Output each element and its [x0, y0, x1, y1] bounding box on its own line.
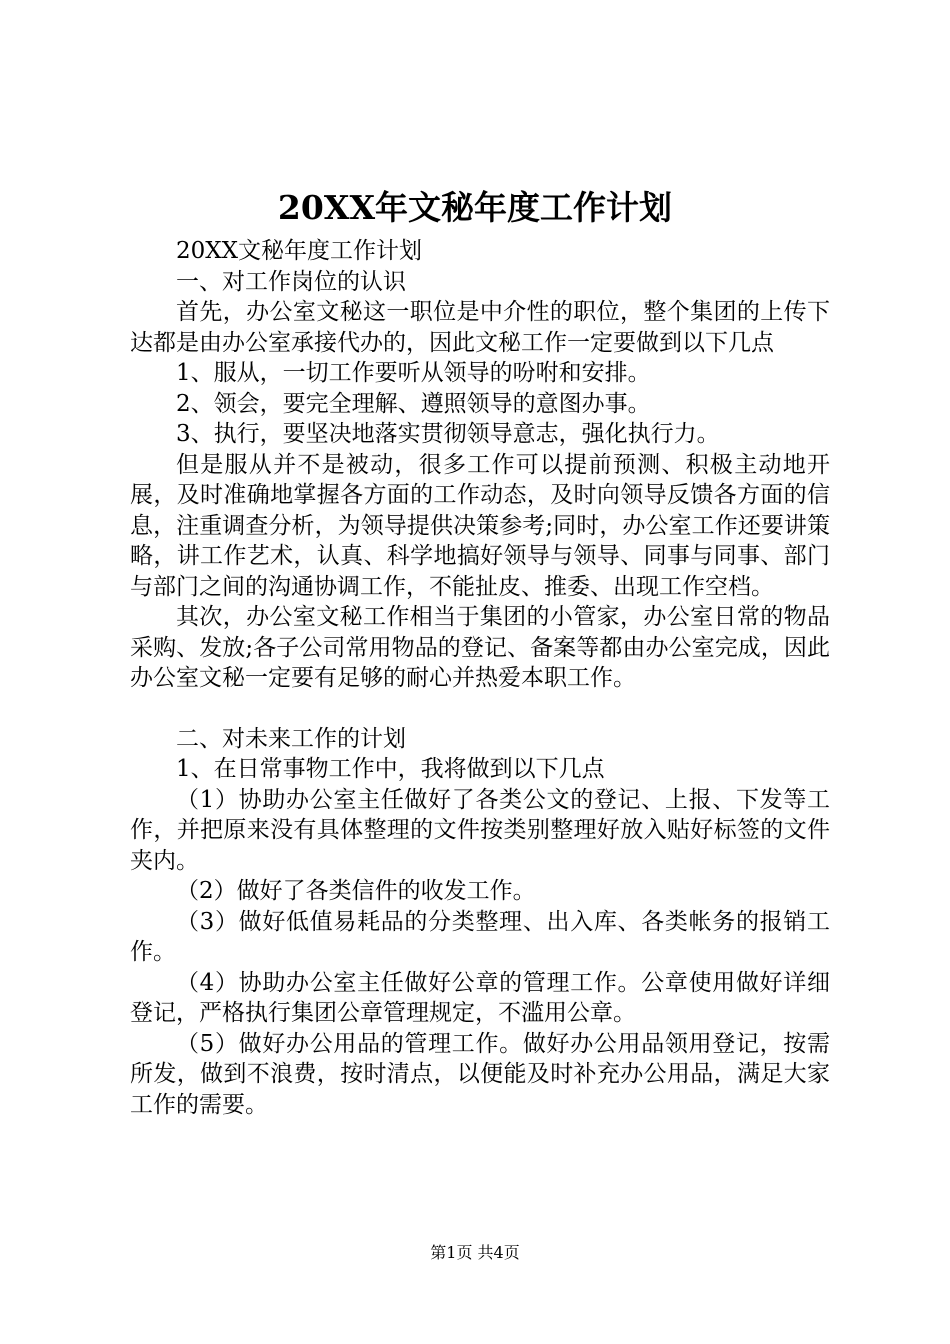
section-heading-1: 一、对工作岗位的认识 [176, 268, 406, 295]
list-item: 3、执行，要坚决地落实贯彻领导意志，强化执行力。 [176, 421, 720, 447]
list-item: 1、服从，一切工作要听从领导的吩咐和安排。 [176, 360, 651, 386]
document-title: 20XX年文秘年度工作计划 [277, 188, 673, 227]
list-item: （5）做好办公用品的管理工作。做好办公用品领用登记，按需所发，做到不浪费，按时清点，以便能及时补充办公用品，满足大家工作的需要。 [130, 1030, 830, 1118]
list-item: 1、在日常事物工作中，我将做到以下几点 [176, 756, 605, 782]
document-body [130, 236, 830, 1120]
list-item: （2）做好了各类信件的收发工作。 [176, 878, 536, 904]
list-item: （1）协助办公室主任做好了各类公文的登记、上报、下发等工作，并把原来没有具体整理的文件按类别整理好放入贴好标签的文件夹内。 [130, 786, 830, 874]
subtitle-paragraph: 20XX文秘年度工作计划 [176, 238, 423, 264]
list-item: 2、领会，要完全理解、遵照领导的意图办事。 [176, 390, 651, 417]
section-heading-2: 二、对未来工作的计划 [176, 725, 406, 752]
body-paragraph: 其次，办公室文秘工作相当于集团的小管家，办公室日常的物品采购、发放;各子公司常用物品的登记、备案等都由办公室完成，因此办公室文秘一定要有足够的耐心并热爱本职工作。 [130, 604, 830, 691]
list-item: （3）做好低值易耗品的分类整理、出入库、各类帐务的报销工作。 [130, 908, 830, 965]
body-paragraph: 但是服从并不是被动，很多工作可以提前预测、积极主动地开展，及时准确地掌握各方面的工作动态，及时向领导反馈各方面的信息，注重调查分析，为领导提供决策参考;同时，办公室工作还要讲策略，讲工作艺术，认真、科学地搞好领导与领导、同事与同事、部门与部门之间的沟通协调工作，不能扯皮、推委、出现工作空档。 [130, 451, 830, 600]
body-paragraph: 首先，办公室文秘这一职位是中介性的职位，整个集团的上传下达都是由办公室承接代办的，因此文秘工作一定要做到以下几点 [130, 299, 830, 356]
page-footer: 第1页 共4页 [430, 1243, 520, 1262]
list-item: （4）协助办公室主任做好公章的管理工作。公章使用做好详细登记，严格执行集团公章管理规定，不滥用公章。 [130, 969, 830, 1026]
